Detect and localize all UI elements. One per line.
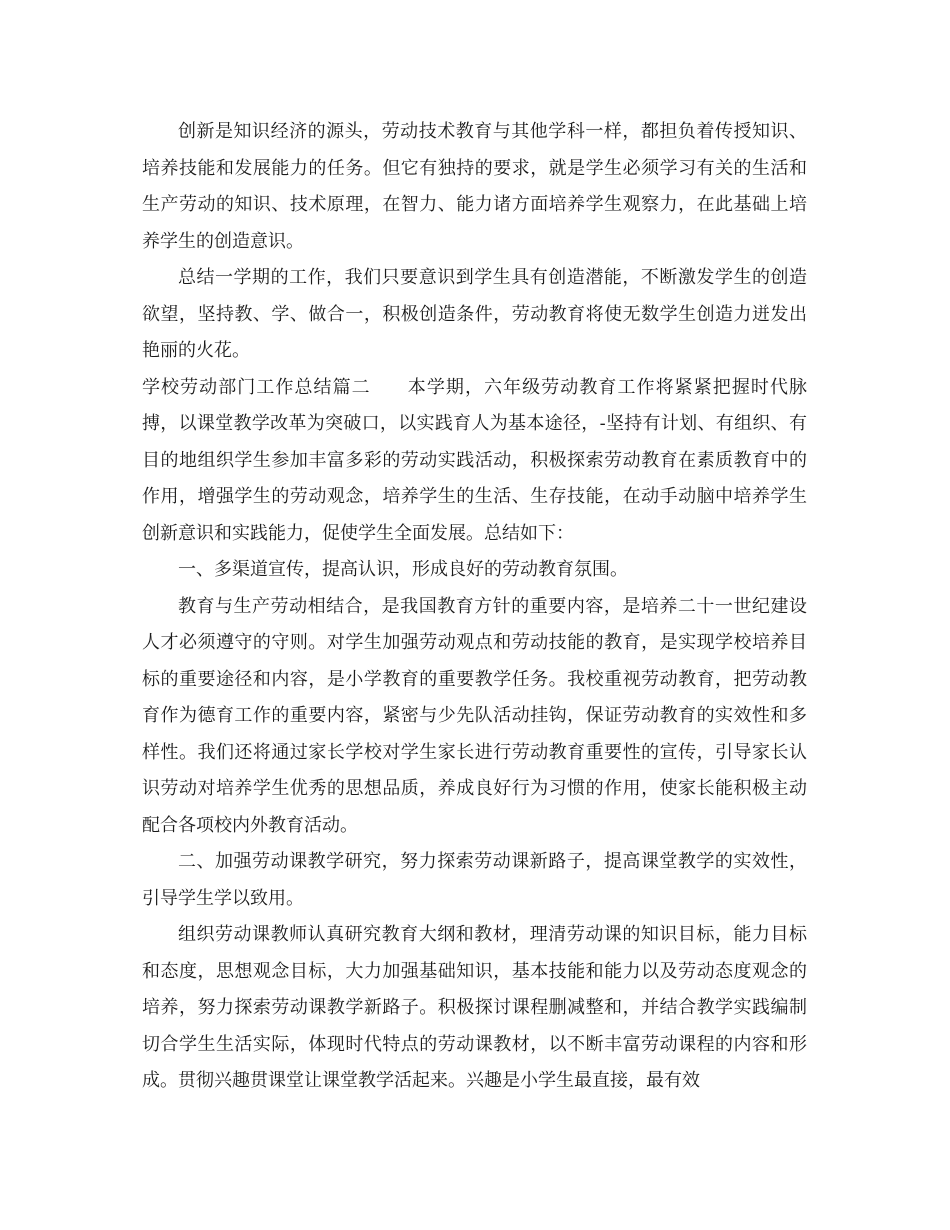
section-heading: 学校劳动部门工作总结篇二 [142, 376, 371, 398]
paragraph-semester-summary: 总结一学期的工作，我们只要意识到学生具有创造潜能，不断激发学生的创造欲望，坚持教、学、做合一，积极创造条件，劳动教育将使无数学生创造力迸发出艳丽的火花。 [142, 267, 807, 361]
paragraph-point-two-heading: 二、加强劳动课教学研究，努力探索劳动课新路子，提高课堂教学的实效性，引导学生学以致用。 [142, 851, 807, 909]
paragraph-point-one-heading: 一、多渠道宣传，提高认识，形成良好的劳动教育氛围。 [178, 559, 628, 580]
paragraph-innovation: 创新是知识经济的源头，劳动技术教育与其他学科一样，都担负着传授知识、培养技能和发展能力的任务。但它有独持的要求，就是学生必须学习有关的生活和生产劳动的知识、技术原理，在智力、能力诸方面培养学生观察力，在此基础上培养学生的创造意识。 [142, 121, 807, 252]
paragraph-section-two [142, 370, 807, 553]
paragraph-point-two-body: 组织劳动课教师认真研究教育大纲和教材，理清劳动课的知识目标，能力目标和态度，思想观念目标，大力加强基础知识，基本技能和能力以及劳动态度观念的培养，努力探索劳动课教学新路子。积极探讨课程删减整和，并结合教学实践编制切合学生生活实际，体现时代特点的劳动课教材，以不断丰富劳动课程的内容和形成。贯彻兴趣贯课堂让课堂教学活起来。兴趣是小学生最直接，最有效 [142, 924, 807, 1091]
paragraph-point-one-body: 教育与生产劳动相结合，是我国教育方针的重要内容，是培养二十一世纪建设人才必须遵守的守则。对学生加强劳动观点和劳动技能的教育，是实现学校培养目标的重要途径和内容，是小学教育的重要教学任务。我校重视劳动教育，把劳动教育作为德育工作的重要内容，紧密与少先队活动挂钩，保证劳动教育的实效性和多样性。我们还将通过家长学校对学生家长进行劳动教育重要性的宣传，引导家长认识劳动对培养学生优秀的思想品质，养成良好行为习惯的作用，使家长能积极主动配合各项校内外教育活动。 [142, 595, 807, 836]
document-body [142, 114, 807, 1100]
section-intro: 本学期，六年级劳动教育工作将紧紧把握时代脉搏，以课堂教学改革为突破口，以实践育人为基本途径，-坚持有计划、有组织、有目的地组织学生参加丰富多彩的劳动实践活动，积极探索劳动教育在素质教育中的作用，增强学生的劳动观念，培养学生的生活、生存技能，在动手动脑中培养学生创新意识和实践能力，促使学生全面发展。总结如下： [142, 376, 808, 544]
